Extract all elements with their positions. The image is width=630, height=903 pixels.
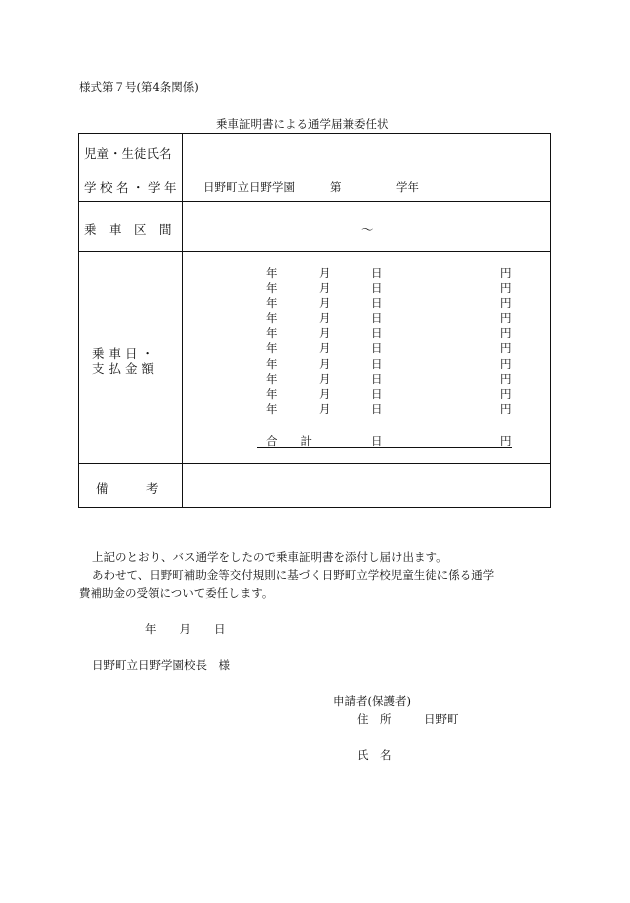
ride-label-line1: 乗 車 日 ・: [92, 346, 154, 361]
remarks-field[interactable]: [186, 468, 546, 504]
table-row-divider: [78, 251, 551, 252]
table-row-divider: [78, 463, 551, 464]
ride-yen: 円: [500, 386, 512, 401]
ride-year: 年: [266, 296, 278, 311]
route-label: 乗 車 区 間: [84, 222, 172, 237]
ride-day: 日: [371, 266, 383, 280]
address-value: 日野町: [424, 712, 459, 726]
document-title: 乗車証明書による通学届兼委任状: [216, 117, 389, 131]
date-line: 年 月 日: [145, 622, 226, 636]
ride-month-column: [319, 266, 331, 417]
ride-yen: 円: [500, 356, 512, 371]
name-label: 氏 名: [357, 748, 392, 762]
ride-day-column: [371, 266, 383, 417]
ride-day: 日: [371, 326, 383, 341]
ride-label-line2: 支 払 金 額: [92, 361, 154, 376]
ride-yen: 円: [500, 266, 512, 280]
ride-day: 日: [371, 356, 383, 371]
route-separator: ～: [361, 222, 374, 237]
ride-year: 年: [266, 311, 278, 326]
ride-day: 日: [371, 371, 383, 386]
total-underline: [257, 447, 512, 448]
ride-yen: 円: [500, 341, 512, 356]
ride-month: 月: [319, 341, 331, 356]
remarks-label: 備 考: [96, 481, 159, 496]
ride-month: 月: [319, 311, 331, 326]
applicant-heading: 申請者(保護者): [333, 694, 411, 708]
total-day: 日: [371, 434, 383, 448]
grade-suffix: 学年: [396, 180, 419, 194]
school-label: 学校名・学年: [84, 180, 181, 195]
ride-month: 月: [319, 281, 331, 296]
grade-prefix: 第: [330, 180, 342, 194]
ride-yen: 円: [500, 311, 512, 326]
ride-day: 日: [371, 386, 383, 401]
ride-day: 日: [371, 311, 383, 326]
total-label: 合 計: [266, 434, 312, 448]
ride-year: 年: [266, 341, 278, 356]
ride-month: 月: [319, 386, 331, 401]
student-name-field[interactable]: [184, 140, 546, 160]
ride-year: 年: [266, 266, 278, 280]
ride-month: 月: [319, 356, 331, 371]
ride-yen: 円: [500, 296, 512, 311]
route-from-field[interactable]: [190, 214, 350, 236]
ride-month: 月: [319, 371, 331, 386]
ride-month: 月: [319, 326, 331, 341]
ride-yen-column: [500, 266, 512, 417]
table-column-divider: [182, 133, 183, 508]
applicant-name-field[interactable]: [402, 744, 542, 762]
ride-day: 日: [371, 341, 383, 356]
ride-yen: 円: [500, 281, 512, 296]
ride-year: 年: [266, 356, 278, 371]
paragraph-2-line-2: 費補助金の受領について委任します。: [79, 586, 274, 600]
ride-yen: 円: [500, 401, 512, 416]
ride-month: 月: [319, 296, 331, 311]
table-row-divider: [78, 201, 551, 202]
ride-year: 年: [266, 371, 278, 386]
total-yen: 円: [500, 434, 512, 448]
paragraph-2-line-1: あわせて、日野町補助金等交付規則に基づく日野町立学校児童生徒に係る通学: [92, 568, 495, 582]
ride-year-column: [266, 266, 278, 417]
student-name-label: 児童・生徒氏名: [84, 146, 172, 161]
ride-month: 月: [319, 266, 331, 280]
school-value: 日野町立日野学園: [203, 180, 295, 194]
ride-year: 年: [266, 386, 278, 401]
ride-year: 年: [266, 326, 278, 341]
ride-year: 年: [266, 401, 278, 416]
route-to-field[interactable]: [386, 214, 546, 236]
addressee: 日野町立日野学園校長 様: [92, 658, 230, 672]
ride-yen: 円: [500, 326, 512, 341]
ride-day: 日: [371, 281, 383, 296]
ride-yen: 円: [500, 371, 512, 386]
ride-year: 年: [266, 281, 278, 296]
address-label: 住 所: [357, 712, 392, 726]
grade-field[interactable]: [346, 176, 392, 194]
form-number: 様式第７号(第4条関係): [79, 80, 199, 94]
paragraph-1: 上記のとおり、バス通学をしたので乗車証明書を添付し届け出ます。: [92, 550, 448, 564]
ride-day: 日: [371, 296, 383, 311]
ride-day: 日: [371, 401, 383, 416]
ride-month: 月: [319, 401, 331, 416]
